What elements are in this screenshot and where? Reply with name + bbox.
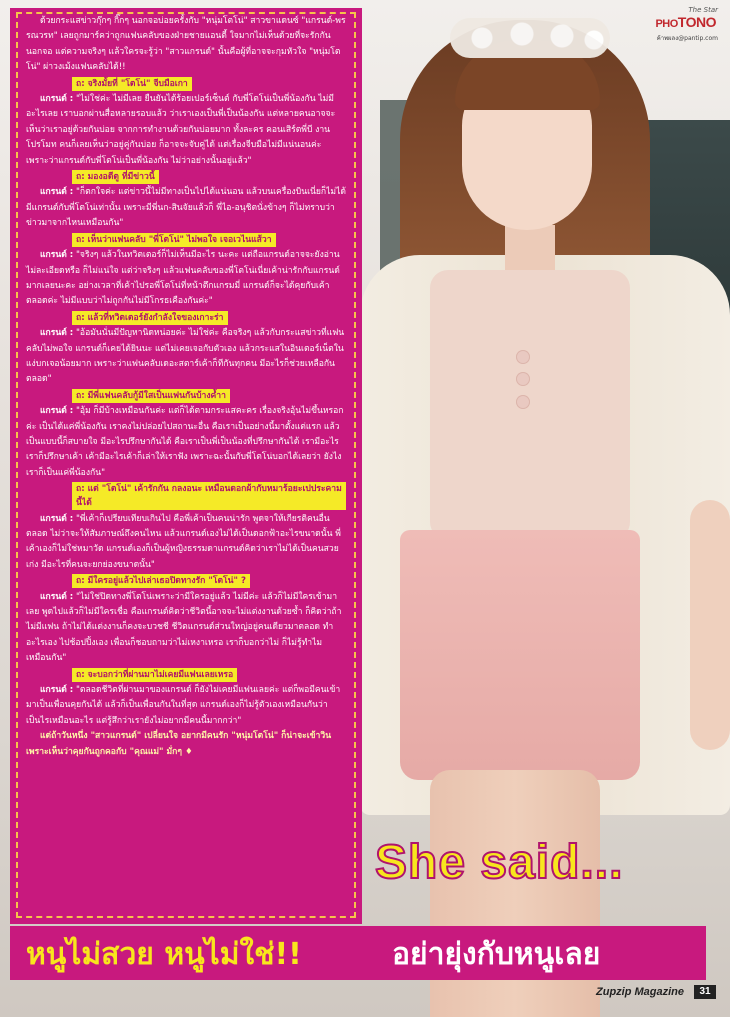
watermark-small: The Star — [688, 6, 718, 14]
magazine-name: Zupzip Magazine — [596, 986, 684, 998]
answer-text: "ตลอดชีวิตที่ผ่านมาของแกรนด์ ก็ยังไม่เคยมีแฟนเลยค่ะ แต่ก็พอมีคนเข้ามาเป็นเพื่อนคุยกันได้ แล้วก็เป็นเพื่อนกันในที่สุด แกรนด์เองก็ไม่รู้ตัวเองเหมือนกันว่าเป็นไรเหมือนอะไร แต่รู้สึกว่าเรายังไม่อยากมีคนนี้มากกว่า" — [26, 685, 341, 726]
watermark-brand-a: PHO — [655, 18, 678, 30]
answer — [26, 512, 346, 574]
top-button — [516, 372, 530, 386]
answer — [26, 248, 346, 310]
top-button — [516, 350, 530, 364]
answer-text: "พี่เค้าก็เปรียบเทียบเกินไป คือพี่เค้าเป็นคนน่ารัก พูดจาให้เกียรติคนอื่นตลอด ไม่ว่าจะให้สัมภาษณ์ถึงคนไหน แล้วแกรนด์เองไม่ได้เป็นดอกฟ้าอะไรขนาดนั้น พี่เค้าเองก็ไม่ใช่หมาวัด แกรนด์เองก็เป็นผู้หญิงธรรมดาแกรนด์คิดว่าเราไม่ได้เป็นคนสวย เก่ง มีอะไรที่คนจะยกย่องขนาดนั้น" — [26, 513, 341, 570]
photo-watermark — [618, 6, 718, 46]
watermark-brand — [655, 14, 716, 30]
article-body — [16, 12, 356, 918]
answer — [26, 92, 346, 169]
answer-text: "ไม่ใช่ปิดทางพี่โตโน่เพราะว่ามีใครอยู่แล้ว ไม่มีค่ะ แล้วก็ไม่มีใครเข้ามาเลย พูดไปแล้วก็ไม่มีใครเชื่อ คือแกรนด์คิดว่าชีวิตนี้อาจจะไม่แต่งงานด้วยซ้ำ ก็คิดว่าถ้าไม่มีแฟน ถ้าไม่ได้แต่งงานก็คงจะบวชชี ชีวิตแกรนด์ส่วนใหญ่อยู่คนเดียวมาตลอด ทำอะไรเอง ไปช้อปปิ้งเอง เพื่อนก็ชอบถามว่าไม่เหงาเหรอ เราก็บอกว่าไม่ ก็ไม่รู้ทำไมเหมือนกัน" — [26, 591, 342, 664]
question: ถ: จริงมั้ยที่ "โตโน่" จีบมือเกา — [72, 77, 192, 91]
answer — [26, 185, 346, 231]
question: ถ: มองอดีตู ที่มีข่าวนี้ — [72, 170, 159, 184]
answer-label: แกรนด์ : — [40, 685, 74, 696]
watermark-sub: ค้าพผลง@pantip.com — [656, 35, 718, 42]
question: ถ: แล้วที่ทวิตเตอร์ยังกำลังใจของเกาะร่า — [72, 311, 228, 325]
answer-label: แกรนด์ : — [40, 328, 74, 339]
answer-text: "จริงๆ แล้วในทวิตเตอร์ก็ไม่เห็นมีอะไร นะคะ แต่ถือแกรนด์อาจจะยังอ่านไม่ละเอียดหรือ ก็ไม่แน่ใจ แต่ว่าจริงๆ แล้วแฟนคลับของพี่โตโน่เนี่ยเค้าน่ารักกับแกรนด์มากเลยนะคะ อย่างเวลาที่เค้าไปรอพี่โตโน่ที่หน้าตึกแกรมมี่ แกรนด์ก็จะได้คุยกับเค้าตลอดค่ะ ไม่มีแบบว่าไม่ถูกกันไม่มีโกรธเคืองกันค่ะ" — [26, 250, 340, 307]
model-neck — [505, 225, 555, 270]
answer — [26, 326, 346, 388]
top-button — [516, 395, 530, 409]
question: ถ: เห็นว่าแฟนคลับ "พี่โตโน่" ไม่พอใจ เจอเวไนแส้วา — [72, 233, 276, 247]
article-panel — [10, 8, 362, 924]
answer-text: "ก็ตกใจค่ะ แต่ข่าวนี้ไม่มีทางเป็นไปได้แน่นอน แล้วบนเครื่องบินเนี่ยก็ไม่ได้มีแกรนด์กับพี่โตโน่เท่านั้น เพราะมีพี่นก-สินจัยแล้วก็ พี่ไอ-อนุชิตนั่งข้างๆ ก็ไม่ทราบว่าข่าวมาจากไหนเหมือนกัน" — [26, 187, 347, 229]
headline-right: อย่ายุ่งกับหนูเลย — [392, 937, 601, 972]
model-arm — [690, 500, 730, 750]
answer — [26, 404, 346, 481]
question: ถ: มีพี่แฟนคลับกู้มีใสเป็นแฟนกันบ้างค้ำา — [72, 389, 230, 403]
question: ถ: จะบอกว่าที่ผ่านมาไม่เคยมีแฟนเลยเหรอ — [72, 668, 237, 682]
model-top — [430, 270, 630, 540]
answer-text: "อ้อมันนั่นมีปัญหานิดหน่อยค่ะ ไม่ใช่ค่ะ คือจริงๆ แล้วกับกระแสข่าวที่แฟนคลับไม่พอใจ แกรนด์ก็เคยได้ยินนะ แต่ไม่เคยเจอกับตัวเอง แล้วกระแสในอินเตอร์เน็ตในแง่บกเจอน้อยมาก เพราะว่าแฟนคลับเดอะสตาร์เค้าก็ทีกันทุกคน มีอะไรก็ช่วยเหลือกันตลอด" — [26, 328, 345, 385]
answer — [26, 590, 346, 667]
watermark-brand-b: TONO — [677, 14, 716, 30]
answer-label: แกรนด์ : — [40, 187, 74, 198]
page-number: 31 — [694, 985, 716, 999]
article-intro: ด้วยกระแสข่าวกุ๊กๆ กิ๊กๆ นอกจอบ่อยครั้งกับ "หนุ่มโตโน่" สาวขาแดนซ์ "แกรนด์-พรรณวรท" เลยถูกมาร์คว่าถูกแฟนคลับของฝ่ายชายแอนตี้ ใจมากไม่เห็นด้วยที่จะรักกันนอกจอ แต่ความจริงๆ แล้วใครจะรู้ว่า "สาวแกรนด์" นั้นคือผู้ที่อาจจะกุมหัวใจ "หนุ่มโตโน่" ผ่าวงเม้งแฟนคลับได้!! — [26, 16, 346, 73]
answer-label: แกรนด์ : — [40, 250, 74, 261]
model-shorts — [400, 530, 640, 780]
answer-label: แกรนด์ : — [40, 94, 74, 105]
article-outro: แต่ถ้าวันหนึ่ง "สาวแกรนด์" เปลี่ยนใจ อยากมีคนรัก "หนุ่มโตโน่" ก็น่าจะเข้าวิน เพราะเห็นว่าคุยกันถูกคอกับ "คุณแม่" มั่กๆ ♦ — [26, 731, 332, 757]
headline-she-said: She said... — [375, 836, 624, 889]
answer-text: "ไม่ใช่ค่ะ ไม่มีเลย ยืนยันได้ร้อยเปอร์เซ็นต์ กับพี่โตโน่เป็นพี่น้องกัน ไม่มีอะไรเลย เราบอกผ่านสื่อหลายรอบแล้ว ว่าเราเองเป็นพี่เป็นน้องกัน แต่หลายคนอาจจะเห็นว่าเราอยู่ด้วยกันบ่อย จากการทำงานด้วยกันบ่อยมาก ทั้งละคร คอนเสิร์ตพี่บี งานโปรโมท คนก็เลยเห็นว่าอยู่คู่กันบ่อย ก็อาจจะจับคู่ได้ แต่เรื่องจีบมือไม่มีแน่นอนค่ะ เพราะว่าแกรนด์กับพี่โตโน่เป็นพี่น้องกัน ไม่ว่าอย่างนั้นอยู่แล้ว" — [26, 94, 336, 166]
answer — [26, 683, 346, 729]
answer-label: แกรนด์ : — [40, 406, 74, 417]
answer-label: แกรนด์ : — [40, 513, 74, 524]
headline-left: หนูไม่สวย หนูไม่ใช่!! — [26, 937, 302, 972]
question: ถ: แต่ "โตโน่" เค้ารักกัน กลงอนะ เหมือนดอกผ้ากับหมาร้อยะเปประคามนี้ได้ — [72, 482, 346, 510]
question: ถ: มีใครอยู่แล้วไปเล่าเธอปิดทางรัก "โตโน่" ? — [72, 574, 250, 588]
flower-headband — [450, 18, 610, 58]
answer-label: แกรนด์ : — [40, 591, 74, 602]
answer-text: "อุ้ม ก็มีบ้างเหมือนกันค่ะ แต่ก็ได้ตามกระแสคะคร เรื่องจริงอุ้นไม่ขึ้นหรอกค่ะ เป็นได้แค่พี่น้องกัน เราคงไม่ปล่อยไปสถานะอื่น คือเราเป็นอย่างนี้มาตั้งแต่แรก แล้วเป็นแบบนี้ก็สบายใจ มีอะไรปรึกษากันได้ คือเราเป็นพี่เป็นน้องที่ปรึกษากันได้ เรามีอะไรเราก็ปรึกษาเค้า เค้ามีอะไรเค้าก็เล่าให้เราฟัง เพราะฉะนั้นกับพี่โตโน่บอกได้เลยว่า ยังไงเราก็เป็นแค่พี่น้องกัน" — [26, 406, 344, 478]
